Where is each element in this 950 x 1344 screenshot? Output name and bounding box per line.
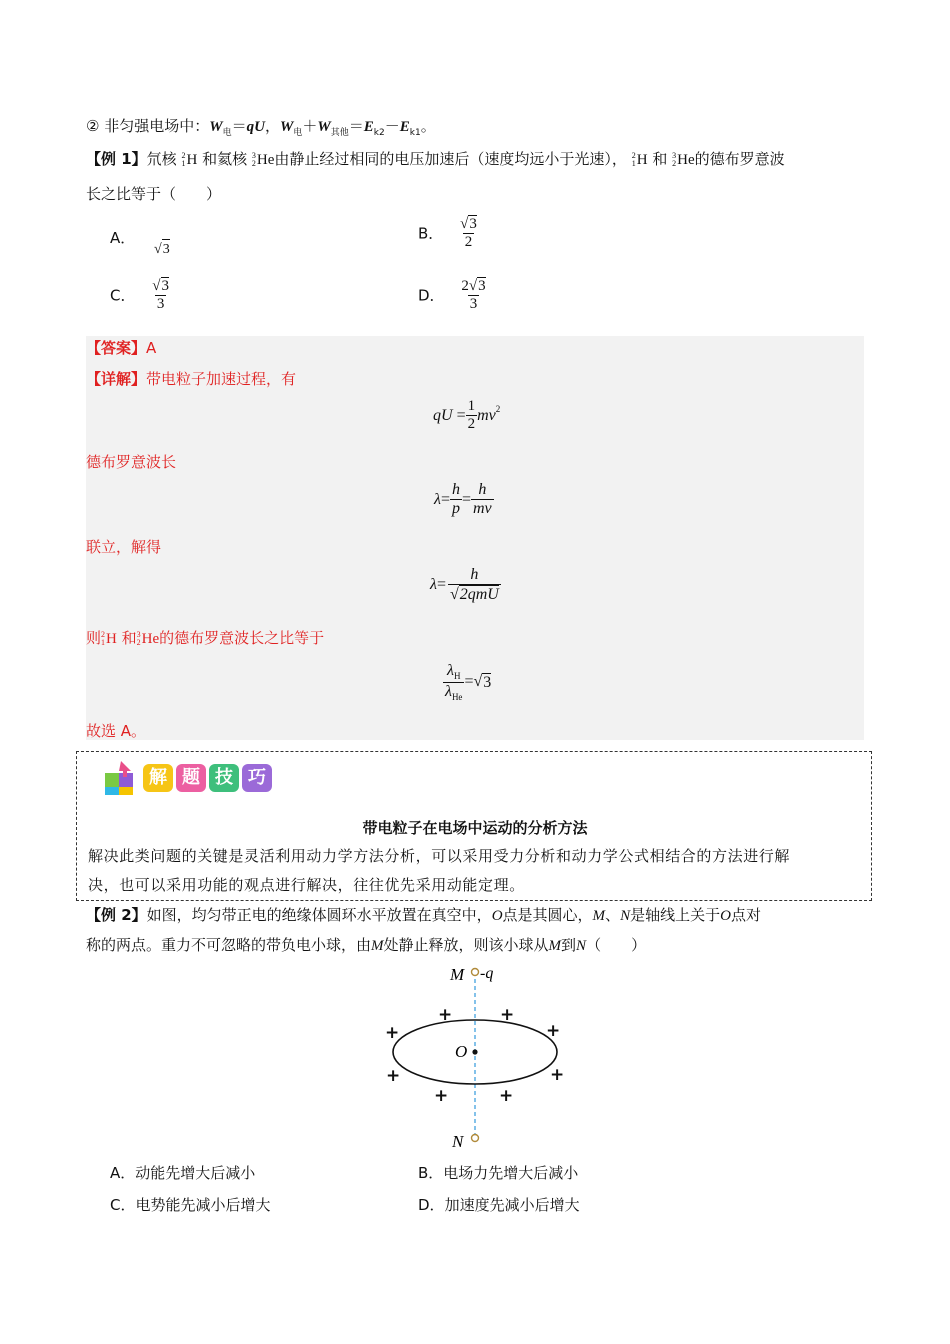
answer-line: 【答案】A: [86, 339, 157, 357]
label-m: M: [450, 965, 465, 984]
puzzle-icon: [103, 759, 139, 797]
charged-ring-diagram: [380, 960, 580, 1150]
option-b-ex2[interactable]: B．电场力先增大后减小: [418, 1164, 579, 1182]
ratio-text: 则 2 1 H 和 3 2 He的德布罗意波长之比等于: [86, 629, 325, 647]
example2-tag: 【例 2】: [86, 906, 147, 924]
plus-sign: +: [386, 1066, 401, 1086]
option-c-ex2[interactable]: C．电势能先减小后增大: [110, 1196, 271, 1214]
point-m-marker: [472, 969, 479, 976]
plus-sign: +: [546, 1021, 561, 1041]
line-nonuniform-field: ② 非匀强电场中：$W_电=qU$，$W_电+W_{其他}=E_{k2}-E_{k1}$。: [86, 117, 436, 138]
debroglie-text: 德布罗意波长: [86, 453, 177, 471]
equation-energy: qU = $\frac{1}{2}$ mv $^2$: [433, 398, 501, 433]
tip-badge: 解 题 技 巧: [103, 759, 272, 797]
detail-line: 【详解】带电粒子加速过程，有: [86, 370, 297, 388]
option-d-ex2[interactable]: D．加速度先减小后增大: [418, 1196, 580, 1214]
plus-sign: +: [550, 1065, 565, 1085]
label-n: N: [452, 1132, 464, 1150]
option-a[interactable]: A． √3: [110, 228, 170, 250]
plus-sign: +: [500, 1005, 515, 1025]
option-a-ex2[interactable]: A．动能先增大后减小: [110, 1164, 256, 1182]
plus-sign: +: [385, 1023, 400, 1043]
equation-ratio: $\frac{\lambda_H}{\lambda_{He}}$ = √ 3: [445, 662, 492, 702]
example1-question-line2: 长之比等于（ ）: [86, 185, 222, 203]
option-d[interactable]: D． $\frac{2√3}{3}$: [418, 278, 486, 313]
example2-question-line2: 称的两点。重力不可忽略的带负电小球，由M处静止释放，则该小球从M到N（ ）: [86, 936, 647, 954]
equation-wavelength: λ = $\frac{h}{p}$ = $\frac{h}{mv}$: [434, 481, 492, 518]
label-o: O: [455, 1042, 468, 1061]
equation-solution: λ = $\frac{h}{\text{√2qmU}}$: [430, 566, 499, 604]
example2-question-line1: 【例 2】如图，均匀带正电的绝缘体圆环水平放置在真空中，O点是其圆心，M、N是轴线上关于O点对: [86, 906, 761, 924]
option-b[interactable]: B． $\frac{√3}{2}$: [418, 216, 477, 251]
combine-text: 联立，解得: [86, 538, 162, 556]
center-o-dot: [472, 1049, 477, 1054]
example1-question-line1: 【例 1】氘核 2 1 H 和氦核 3 2 He由静止经过相同的电压加速后（速度均远小于光速）， 2 1 H 和 3 2 He的德布罗意波: [86, 150, 785, 168]
choose-a-text: 故选 A。: [86, 722, 147, 740]
tip-body-line2: 决，也可以采用功能的观点进行解决，往往优先采用动能定理。: [88, 876, 525, 894]
example1-tag: 【例 1】: [86, 150, 147, 168]
tip-title: 带电粒子在电场中运动的分析方法: [362, 819, 588, 837]
point-n-marker: [472, 1135, 479, 1142]
option-c[interactable]: C． $\frac{√3}{3}$: [110, 278, 169, 313]
label-q: -q: [480, 965, 494, 982]
plus-sign: +: [438, 1005, 453, 1025]
plus-sign: +: [499, 1086, 514, 1106]
tip-body-line1: 解决此类问题的关键是灵活利用动力学方法分析，可以采用受力分析和动力学公式相结合的方法进行解: [88, 847, 791, 865]
plus-sign: +: [434, 1086, 449, 1106]
